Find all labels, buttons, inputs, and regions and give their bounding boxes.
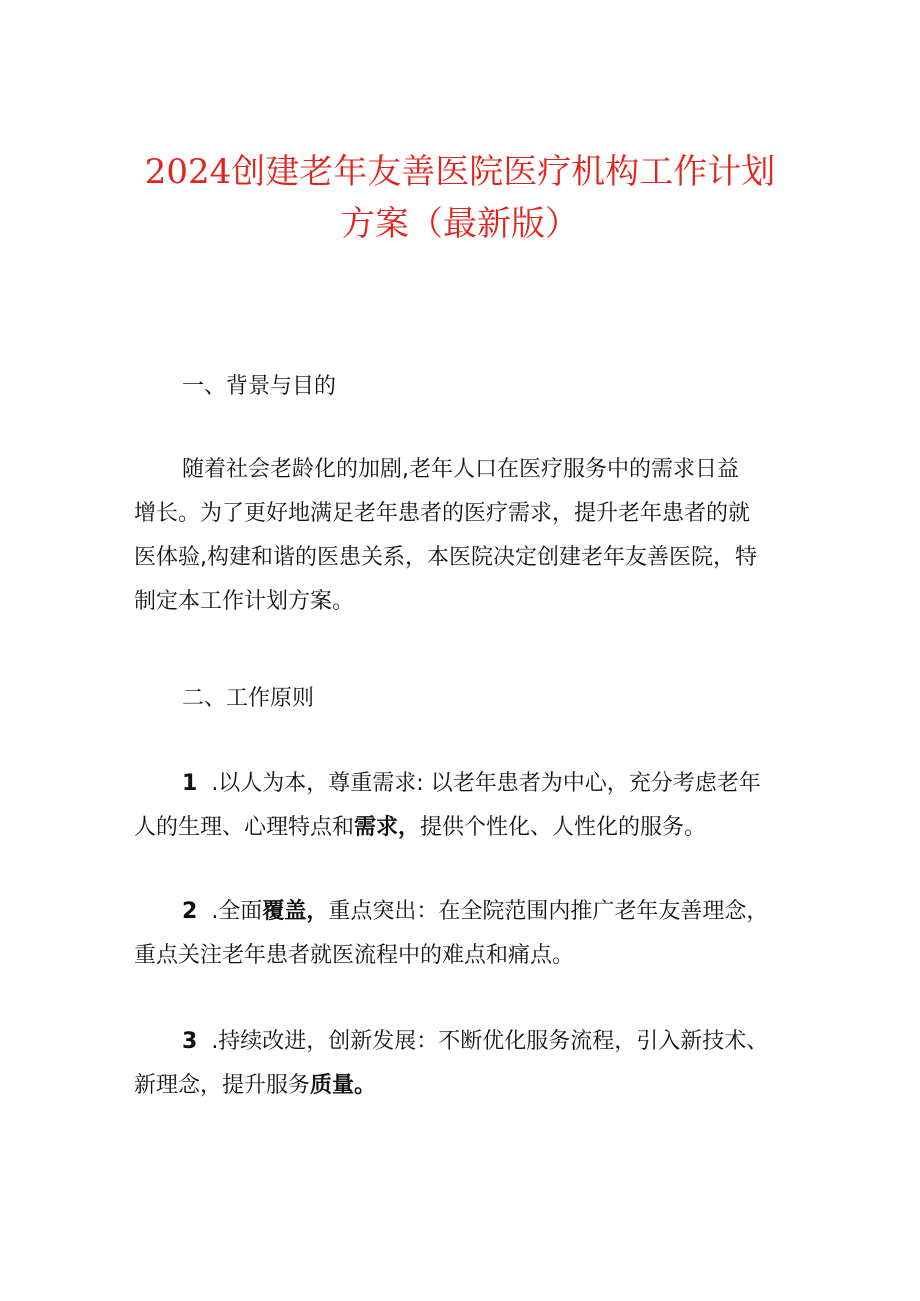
- item-text: 新理念，提升服务: [134, 1073, 311, 1098]
- principle-line: [134, 1064, 794, 1108]
- paragraph-line: 制定本工作计划方案。: [134, 589, 355, 614]
- document-title-line2: 方案（最新版）: [341, 204, 579, 244]
- principle-line: [134, 806, 794, 850]
- principle-item-1: [134, 762, 794, 850]
- principle-line: [134, 1020, 794, 1064]
- principle-line: 重点关注老年患者就医流程中的难点和痛点。: [134, 943, 575, 968]
- section-heading-principles: 二、工作原则: [182, 686, 315, 711]
- principle-line: [134, 762, 794, 806]
- principle-item-3: [134, 1020, 794, 1108]
- item-text: 人的生理、心理特点和: [134, 815, 355, 840]
- item-text: .全面: [211, 899, 263, 924]
- section-heading-background: 一、背景与目的: [182, 374, 337, 399]
- paragraph-line: 增长。为了更好地满足老年患者的医疗需求，提升老年患者的就: [134, 501, 751, 526]
- item-text: 提供个性化、人性化的服务。: [420, 815, 707, 840]
- item-number: 1: [182, 771, 198, 796]
- item-number: 3: [182, 1029, 198, 1054]
- paragraph-line: 随着社会老龄化的加剧,老年人口在医疗服务中的需求日益: [182, 457, 739, 482]
- item-text-bold: 质量。: [310, 1073, 377, 1098]
- item-number: 2: [182, 899, 198, 924]
- paragraph-background: [134, 448, 794, 624]
- item-text-bold: 需求，: [354, 815, 421, 840]
- document-title-line1: 2024创建老年友善医院医疗机构工作计划: [144, 152, 776, 192]
- principle-item-2: [134, 890, 794, 978]
- item-text-bold: 覆盖，: [262, 899, 329, 924]
- paragraph-line: 医体验,构建和谐的医患关系，本医院决定创建老年友善医院，特: [134, 545, 757, 570]
- item-text: .持续改进，创新发展：不断优化服务流程，引入新技术、: [211, 1029, 769, 1054]
- item-text: 重点突出：在全院范围内推广老年友善理念，: [328, 899, 769, 924]
- principle-line: [134, 890, 794, 934]
- item-text: .以人为本，尊重需求: 以老年患者为中心，充分考虑老年: [211, 771, 761, 796]
